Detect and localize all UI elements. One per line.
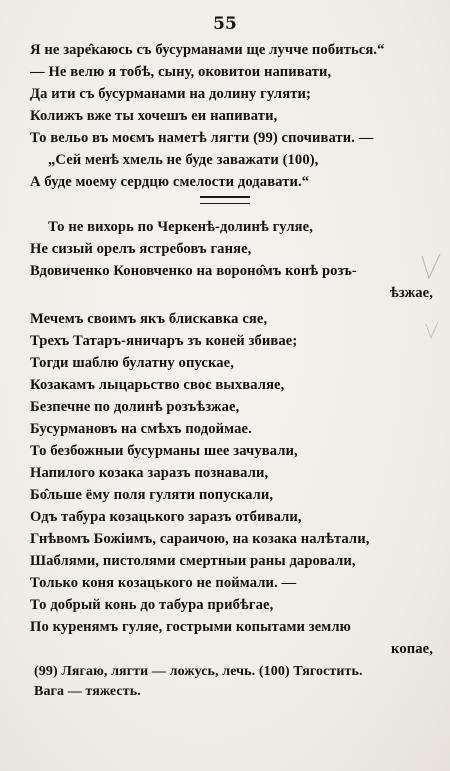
stanza-two	[30, 216, 435, 660]
pencil-mark-icon	[424, 320, 440, 342]
verse-line: Безпечне по долинѣ розъѣзжае,	[30, 399, 240, 415]
page-number: 55	[213, 14, 237, 34]
verse-line: То безбожныи бусурманы шее зачували,	[30, 443, 298, 459]
footnote-line: Вага — тяжесть.	[34, 684, 141, 699]
pencil-mark-icon	[420, 252, 442, 282]
verse-line: Одъ табура козацького заразъ отбивали,	[30, 509, 302, 525]
footnote-line: (99) Лягаю, лягти — ложусь, лечь. (100) Тягостить.	[34, 664, 363, 679]
verse-line: Шаблями, пистолями смертныи раны даровали,	[30, 553, 356, 569]
verse-line: Трехъ Татаръ-яничаръ зъ коней збивае;	[30, 333, 298, 349]
verse-line: То не вихорь по Черкенѣ-долинѣ гуляе,	[48, 219, 313, 235]
verse-line: Да ити съ бусурманами на долину гуляти;	[30, 86, 311, 102]
verse-line: Бусурмановъ на смѣхъ подоймае.	[30, 421, 252, 437]
verse-line: Мечемъ своимъ якъ блискавка сяе,	[30, 311, 268, 327]
verse-line: Колижъ вже ты хочешъ еи напивати,	[30, 108, 278, 124]
verse-line: — Не велю я тобѣ, сыну, оковитои напивати,	[30, 64, 332, 80]
verse-line: Козакамъ лыцарьство своє выхваляе,	[30, 377, 285, 393]
verse-line: Не сизый орелъ ястребовъ ганяе,	[30, 241, 252, 257]
verse-line: Только коня козацького не поймали. —	[30, 575, 297, 591]
verse-line: „Сей менѣ хмель не буде заважати (100),	[48, 152, 319, 168]
verse-line: А буде моему сердцю смелости додавати.“	[30, 174, 310, 190]
stanza-one	[30, 39, 435, 193]
verse-line: Гнѣвомъ Божіимъ, сараичою, на козака налѣтали,	[30, 531, 370, 547]
verse-line: То добрый конь до табура прибѣгае,	[30, 597, 274, 613]
verse-line: По куренямъ гуляе, гострыми копытами землю	[30, 619, 351, 635]
verse-line-continuation: ѣзжае,	[390, 285, 433, 301]
verse-line-continuation: копае,	[391, 641, 433, 657]
verse-line: Напилого козака заразъ познавали,	[30, 465, 269, 481]
verse-line: Бо̂льше ёму поля гуляти попускали,	[30, 487, 274, 503]
footnotes	[34, 662, 434, 702]
verse-line: Тогди шаблю булатну опускае,	[30, 355, 234, 371]
section-divider	[200, 196, 250, 204]
verse-line: То вельо въ моємъ наметѣ лягти (99) спочивати. —	[30, 130, 374, 146]
verse-line: Вдовиченко Коновченко на вороно̂мъ конѣ розъ-	[30, 263, 357, 279]
verse-line: Я не заре̂каюсь съ бусурманами ще лучче побиться.“	[30, 42, 385, 58]
